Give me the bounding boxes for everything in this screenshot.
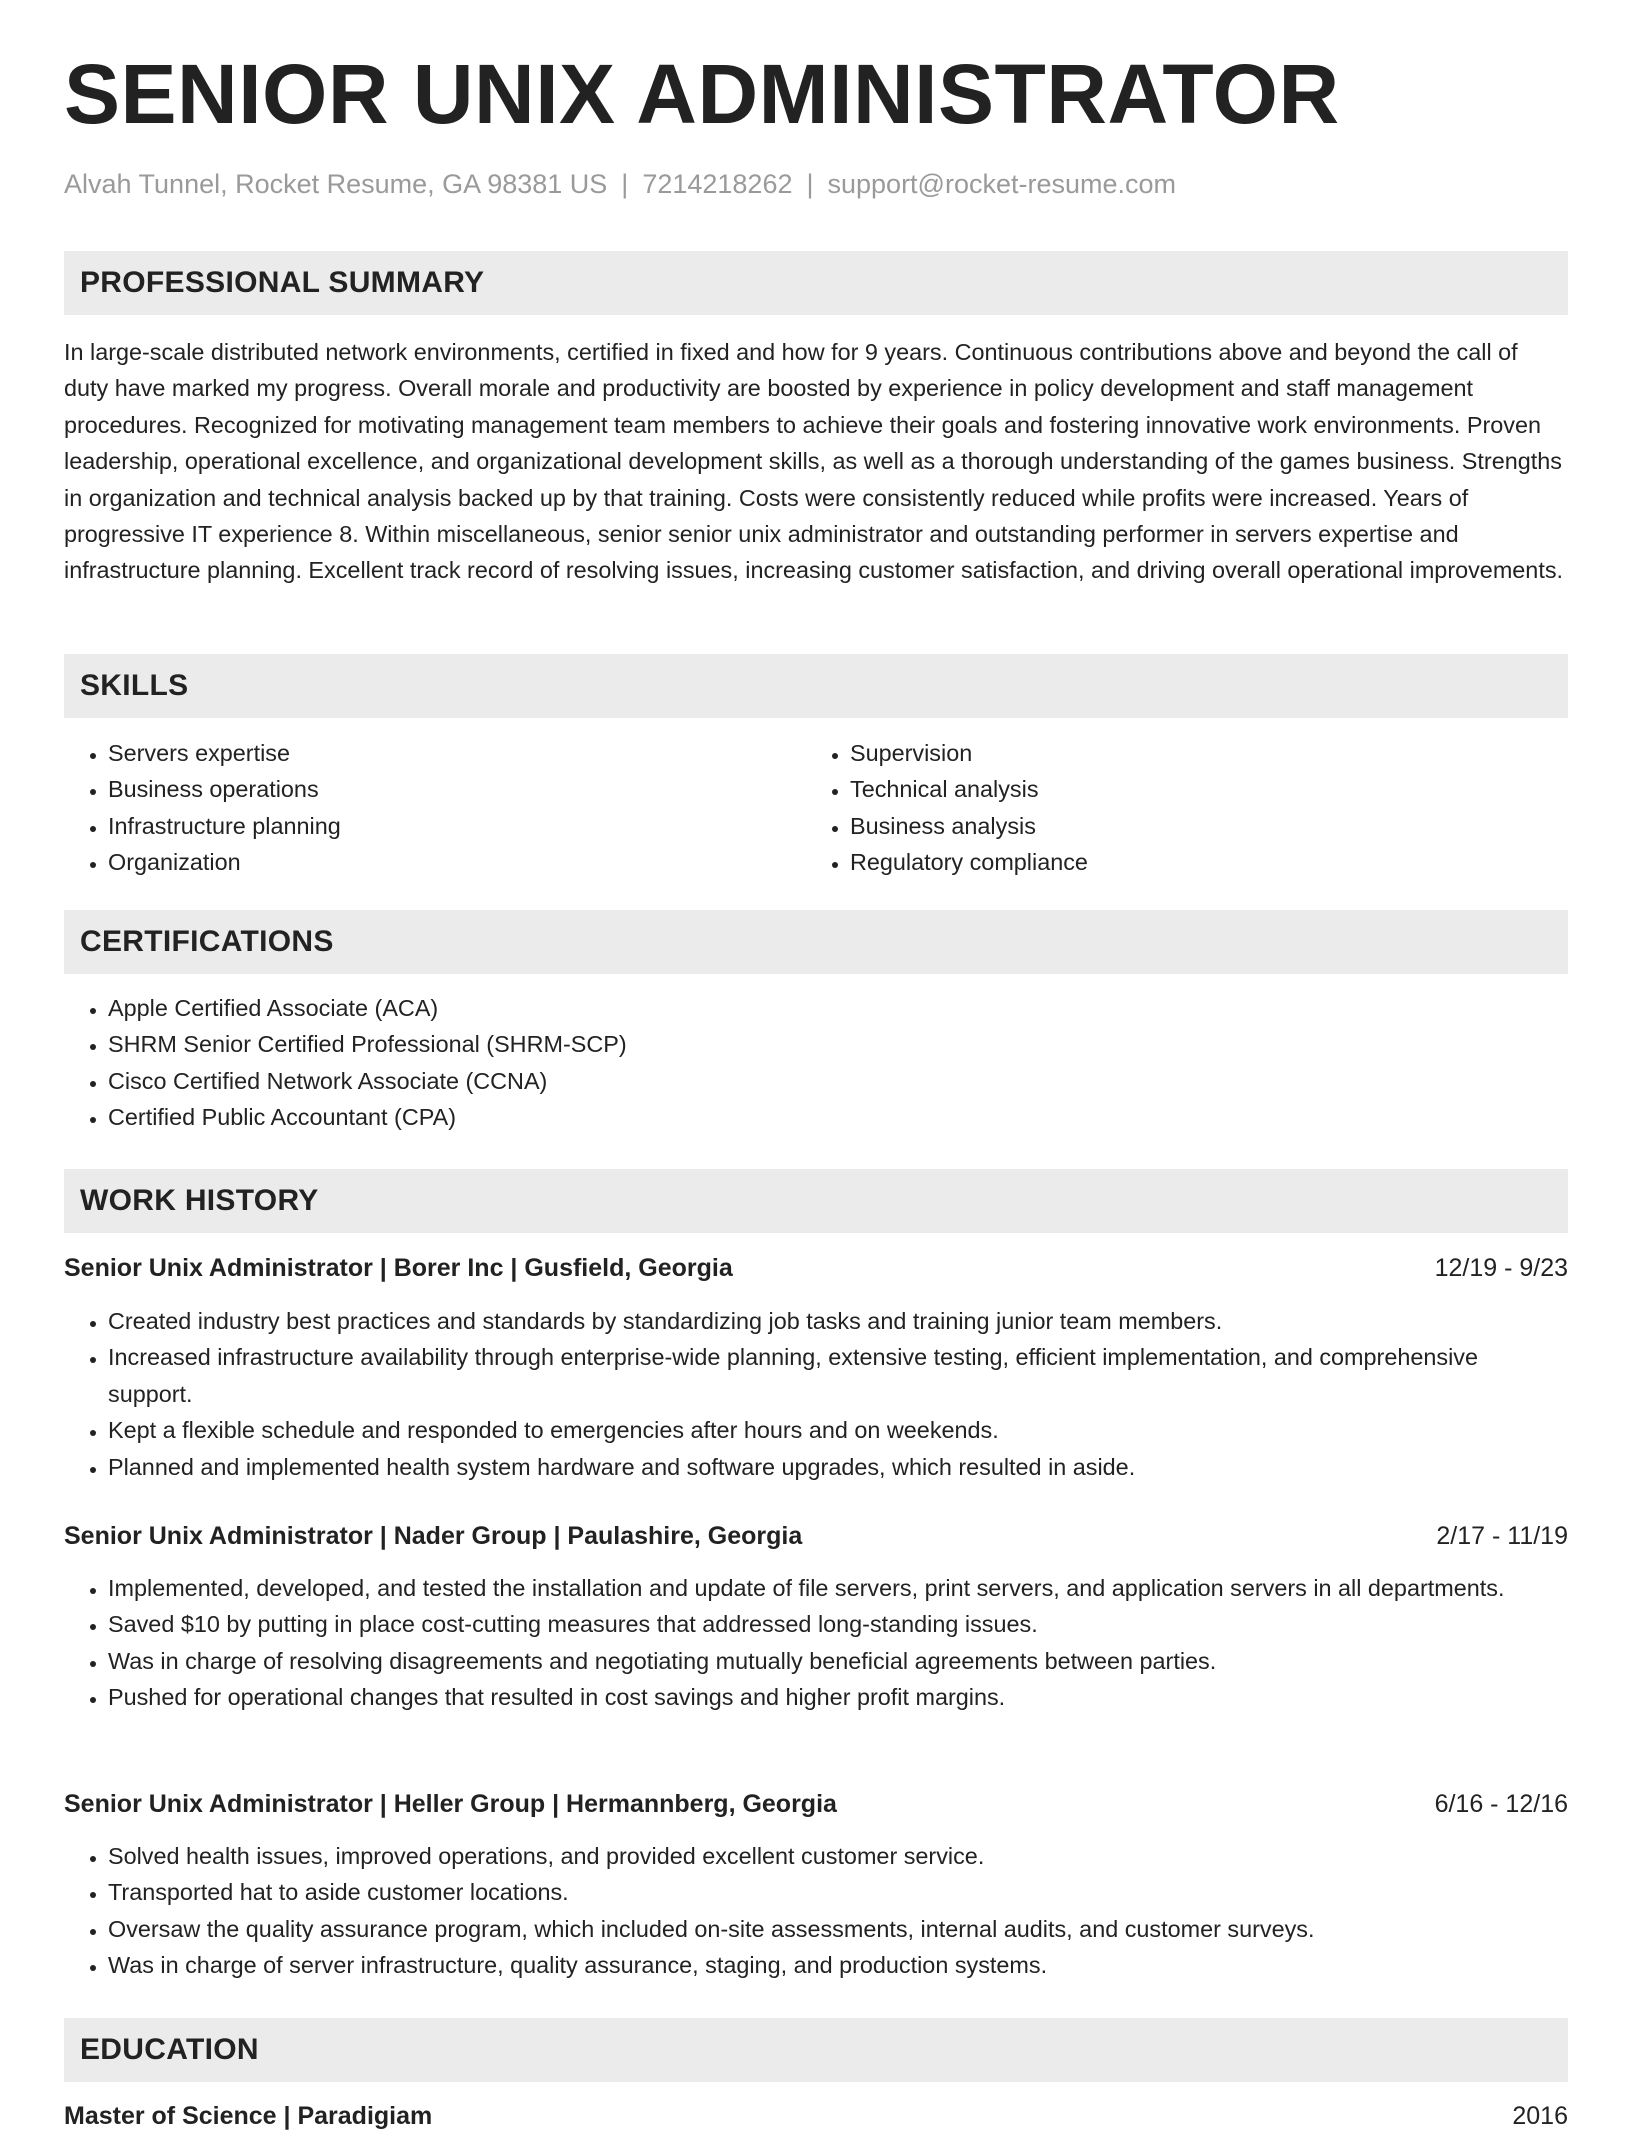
contact-separator: | xyxy=(621,169,629,199)
job-header xyxy=(64,1786,1568,1822)
job-dates: 6/16 - 12/16 xyxy=(1434,1790,1568,1818)
job-dates: 2/17 - 11/19 xyxy=(1436,1522,1568,1550)
certification-item: • Certified Public Accountant (CPA) xyxy=(108,1099,1568,1135)
job-bullet-list xyxy=(64,1570,1568,1716)
job-header xyxy=(64,1518,1568,1554)
summary-section-title: PROFESSIONAL SUMMARY xyxy=(80,266,485,299)
certification-item: • Apple Certified Associate (ACA) xyxy=(108,990,1568,1026)
contact-separator: | xyxy=(806,169,814,199)
skill-item: • Business operations xyxy=(108,771,804,807)
resume-name: SENIOR UNIX ADMINISTRATOR xyxy=(64,47,1340,141)
education-year: 2016 xyxy=(1512,2102,1568,2130)
job-bullets xyxy=(64,1303,1568,1485)
job-bullet: • Was in charge of server infrastructure, quality assurance, staging, and production systems. xyxy=(108,1947,1568,1983)
job-bullet: • Oversaw the quality assurance program, which included on-site assessments, internal audits, and customer surveys. xyxy=(108,1911,1568,1947)
skills-section-header xyxy=(64,654,1568,718)
job-dates: 12/19 - 9/23 xyxy=(1434,1254,1568,1282)
skills-column-left xyxy=(64,735,804,881)
job-bullet: • Kept a flexible schedule and responded to emergencies after hours and on weekends. xyxy=(108,1412,1568,1448)
job-bullet: • Pushed for operational changes that resulted in cost savings and higher profit margins. xyxy=(108,1679,1568,1715)
job-bullet: • Solved health issues, improved operations, and provided excellent customer service. xyxy=(108,1838,1568,1874)
contact-email: support@rocket-resume.com xyxy=(827,169,1177,199)
job-bullets xyxy=(64,1570,1568,1716)
skills-list-right xyxy=(806,735,1546,881)
skills-section-title: SKILLS xyxy=(80,669,189,702)
contact-line xyxy=(64,168,1176,200)
work-section-header xyxy=(64,1169,1568,1233)
summary-text: In large-scale distributed network environments, certified in fixed and how for 9 years. Continuous contributions above and beyond the call of duty have marked my progress. Overall morale and productivity are boosted by experience in policy development and staff management procedures. Recognized for motivating management team members to achieve their goals and fostering innovative work environments. Proven leadership, operational excellence, and organizational development skills, as well as a thorough understanding of the games business. Strengths in organization and technical analysis backed up by that training. Costs were consistently reduced while profits were increased. Years of progressive IT experience 8. Within miscellaneous, senior senior unix administrator and outstanding performer in servers expertise and infrastructure planning. Excellent track record of resolving issues, increasing customer satisfaction, and driving overall operational improvements. xyxy=(64,339,1564,584)
job-bullet: • Planned and implemented health system hardware and software upgrades, which resulted in aside. xyxy=(108,1449,1568,1485)
skills-column-right xyxy=(806,735,1546,881)
skill-item: • Servers expertise xyxy=(108,735,804,771)
job-bullet: • Saved $10 by putting in place cost-cutting measures that addressed long-standing issues. xyxy=(108,1606,1568,1642)
certifications-list-wrap xyxy=(64,990,1568,1136)
certifications-section-header xyxy=(64,910,1568,974)
certification-item: • SHRM Senior Certified Professional (SHRM-SCP) xyxy=(108,1026,1568,1062)
job-bullet: • Transported hat to aside customer locations. xyxy=(108,1874,1568,1910)
education-section-header xyxy=(64,2018,1568,2082)
contact-phone: 7214218262 xyxy=(642,169,793,199)
job-bullet: • Increased infrastructure availability through enterprise-wide planning, extensive testing, efficient implementation, and comprehensive support. xyxy=(108,1339,1568,1412)
job-bullet: • Implemented, developed, and tested the installation and update of file servers, print servers, and application servers in all departments. xyxy=(108,1570,1568,1606)
certifications-list xyxy=(64,990,1568,1136)
skill-item: • Business analysis xyxy=(850,808,1546,844)
contact-address: Alvah Tunnel, Rocket Resume, GA 98381 US xyxy=(64,169,608,199)
certification-item: • Cisco Certified Network Associate (CCNA) xyxy=(108,1063,1568,1099)
education-section-title: EDUCATION xyxy=(80,2033,259,2066)
certifications-section-title: CERTIFICATIONS xyxy=(80,925,334,958)
job-bullet-list xyxy=(64,1838,1568,1984)
skill-item: • Infrastructure planning xyxy=(108,808,804,844)
job-bullet: • Created industry best practices and standards by standardizing job tasks and training junior team members. xyxy=(108,1303,1568,1339)
job-title: Senior Unix Administrator | Nader Group | Paulashire, Georgia xyxy=(64,1522,803,1550)
job-header xyxy=(64,1250,1568,1286)
job-bullets xyxy=(64,1838,1568,1984)
skills-list-left xyxy=(64,735,804,881)
job-title: Senior Unix Administrator | Borer Inc | Gusfield, Georgia xyxy=(64,1254,733,1282)
work-section-title: WORK HISTORY xyxy=(80,1184,319,1217)
skill-item: • Supervision xyxy=(850,735,1546,771)
job-title: Senior Unix Administrator | Heller Group | Hermannberg, Georgia xyxy=(64,1790,837,1818)
education-entry xyxy=(64,2098,1568,2130)
summary-section-header xyxy=(64,251,1568,315)
job-bullet: • Was in charge of resolving disagreements and negotiating mutually beneficial agreements between parties. xyxy=(108,1643,1568,1679)
skill-item: • Regulatory compliance xyxy=(850,844,1546,880)
education-degree: Master of Science | Paradigiam xyxy=(64,2102,433,2130)
skill-item: • Organization xyxy=(108,844,804,880)
job-bullet-list xyxy=(64,1303,1568,1485)
skill-item: • Technical analysis xyxy=(850,771,1546,807)
education-header xyxy=(64,2098,1568,2134)
